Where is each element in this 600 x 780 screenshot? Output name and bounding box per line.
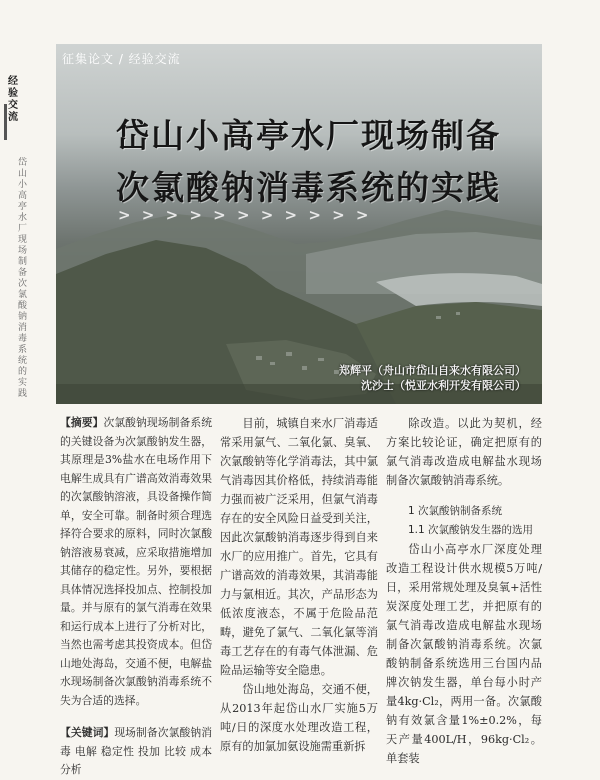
- author-1: 郑辉平（舟山市岱山自来水有限公司）: [339, 364, 526, 377]
- section-heading: 1 次氯酸钠制备系统: [408, 505, 503, 517]
- landscape-photo: [56, 44, 542, 404]
- keywords-text: 现场制备次氯酸钠消毒 电解 稳定性 投加 比较 成本分析: [60, 726, 213, 776]
- abstract: [60, 414, 212, 710]
- column-tag: 征集论文 / 经验交流: [62, 52, 181, 66]
- author-2: 沈沙士（悦亚水利开发有限公司）: [361, 379, 526, 392]
- abstract-label: 【摘要】: [60, 416, 104, 429]
- paragraph: 岱山小高亭水厂深度处理改造工程设计供水规模5万吨/日，采用常规处理及臭氧+活性炭深度处理工艺，并把原有的氯气消毒改造成电解盐水现场制备次氯酸钠消毒系统。次氯酸钠制备系统选用三台国内品牌次钠发生器，单台每小时产量4kg·Cl₂，两用一备。次氯酸钠有效氯含量1%±0.2%，每天产量400L/H，96kg·Cl₂。单套装: [386, 543, 542, 765]
- article-banner: [56, 44, 542, 404]
- keywords: [60, 724, 212, 780]
- body-column-2: [220, 414, 378, 756]
- article-title-line-2: 次氯酸钠消毒系统的实践: [116, 168, 501, 207]
- paragraph: 岱山地处海岛，交通不便，从2013年起岱山水厂实施5万吨/日的深度水处理改造工程，原有的加氯加氨设施需重新拆: [220, 683, 378, 753]
- arrow-decoration: > > > > > > > > > > >: [118, 206, 372, 224]
- keywords-label: 【关键词】: [60, 726, 115, 739]
- section-divider: [4, 104, 7, 140]
- body-column-3: [386, 414, 542, 768]
- article-title-line-1: 岱山小高亭水厂现场制备: [116, 116, 501, 155]
- abstract-column: [60, 414, 212, 780]
- subsection-heading: 1.1 次氯酸钠发生器的选用: [408, 524, 534, 536]
- section-category: 经验交流: [8, 76, 18, 123]
- paragraph: 除改造。以此为契机，经方案比较论证，确定把原有的氯气消毒改造成电解盐水现场制备次氯酸钠消毒系统。: [386, 417, 542, 487]
- side-margin: [0, 40, 44, 400]
- abstract-text: 次氯酸钠现场制备系统的关键设备为次氯酸钠发生器，其原理是3%盐水在电场作用下电解生成具有广谱高效消毒效果的次氯酸钠溶液，具设备操作简单，安全可靠。制备时须合理选择符合要求的原料，同时次氯酸钠溶液易衰减，应采取措施增加其储存的稳定性。另外，要根据具体情况选择投加点、控制投加量。并与原有的氯气消毒在效果和运行成本上进行了分析对比，当然也需考虑其投资成本。但岱山地处海岛，交通不便，电解盐水现场制备次氯酸钠消毒系统不失为合适的选择。: [60, 416, 213, 707]
- paragraph: 目前，城镇自来水厂消毒适常采用氯气、二氧化氯、臭氧、次氯酸钠等化学消毒法，其中氯气消毒因其价格低，持续消毒能力强而被广泛采用，但氯气消毒存在的安全风险日益受到关注，因此次氯酸钠消毒逐步得到自来水厂的应用推广。首先，它具有广谱高效的消毒效果，其消毒能力与氯相近。其次，产品形态为低浓度液态，不属于危险品范畴，避免了氯气、二氧化氯等消毒工艺存在的有毒气体泄漏、危险品运输等安全隐患。: [220, 417, 378, 677]
- vertical-running-title: 岱山小高亭水厂现场制备次氯酸钠消毒系统的实践: [18, 158, 28, 399]
